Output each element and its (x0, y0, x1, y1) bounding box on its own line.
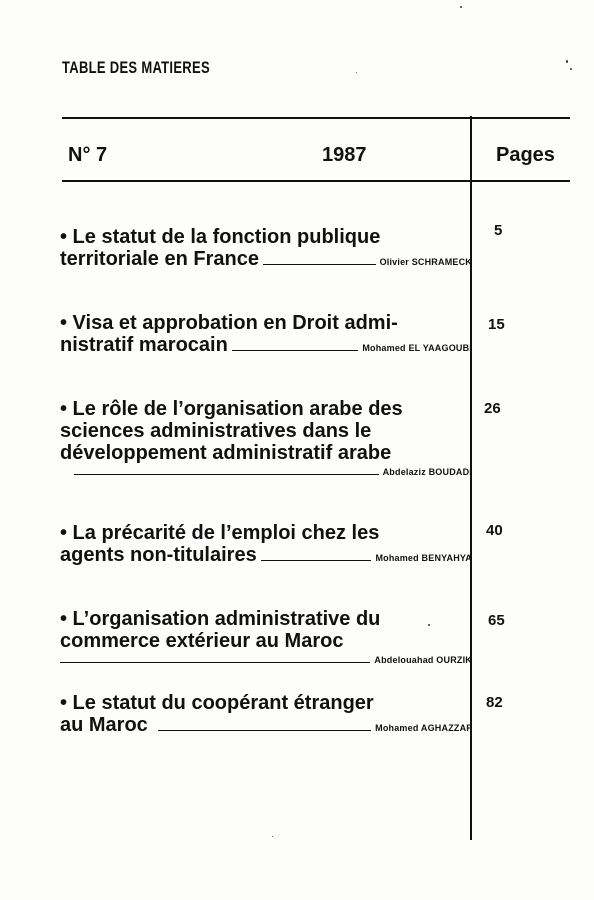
leader-line (158, 730, 371, 731)
issue-number: N° 7 (68, 144, 108, 166)
scan-speck (272, 836, 273, 837)
entry-author: Mohamed EL YAAGOUBI (362, 343, 472, 353)
entry-author-row (60, 654, 472, 668)
entry-title-line: • Le statut du coopérant étranger (60, 692, 374, 714)
entry-title-line: • L’organisation administrative du (60, 608, 381, 630)
entry-last-line (60, 544, 472, 566)
leader-line (263, 264, 376, 265)
scan-speck (460, 6, 462, 8)
entry-title-line: agents non-titulaires (60, 544, 257, 566)
entry-page-number: 15 (488, 316, 505, 333)
entry-page-number: 65 (488, 612, 505, 629)
entry-author: Olivier SCHRAMECK (379, 257, 472, 267)
entry-author-row (60, 466, 472, 480)
entry-page-number: 82 (486, 694, 503, 711)
scan-speck (428, 624, 430, 626)
pages-column-label: Pages (496, 144, 555, 166)
leader-line (261, 560, 372, 561)
entry-author: Mohamed AGHAZZAF (375, 723, 472, 733)
entry-title-line: commerce extérieur au Maroc (60, 630, 344, 652)
scan-speck (566, 60, 568, 63)
entry-title-line: • Visa et approbation en Droit admi- (60, 312, 398, 334)
leader-line (60, 662, 370, 663)
toc-entry (60, 692, 472, 736)
entry-last-line (60, 334, 472, 356)
entry-title-line: au Maroc (60, 714, 148, 736)
toc-entry (60, 398, 472, 480)
entry-title-line: • La précarité de l’emploi chez les (60, 522, 380, 544)
entry-title-line: nistratif marocain (60, 334, 228, 356)
toc-entry (60, 226, 472, 270)
leader-line (232, 350, 359, 351)
entry-page-number: 40 (486, 522, 503, 539)
entry-author: Mohamed BENYAHYA (375, 553, 472, 563)
entry-last-line (60, 714, 472, 736)
entry-title-line: • Le statut de la fonction publique (60, 226, 381, 248)
toc-entry (60, 312, 472, 356)
entry-title-line: développement administratif arabe (60, 442, 392, 464)
entry-title-line: territoriale en France (60, 248, 259, 270)
toc-entry (60, 608, 472, 668)
entry-last-line (60, 248, 472, 270)
entry-author: Abdelouahad OURZIK (374, 655, 472, 665)
entry-page-number: 26 (484, 400, 501, 417)
issue-year: 1987 (322, 144, 367, 166)
entry-title-line: • Le rôle de l’organisation arabe des (60, 398, 403, 420)
scan-speck (570, 68, 572, 70)
entry-title-line: sciences administratives dans le (60, 420, 372, 442)
toc-heading: TABLE DES MATIERES (62, 58, 210, 77)
scan-speck (356, 72, 357, 73)
leader-line (74, 474, 379, 475)
top-rule (62, 117, 570, 119)
entry-page-number: 5 (494, 222, 503, 239)
entry-author: Abdelaziz BOUDADI (382, 467, 472, 477)
toc-entry (60, 522, 472, 566)
header-rule (62, 180, 570, 182)
